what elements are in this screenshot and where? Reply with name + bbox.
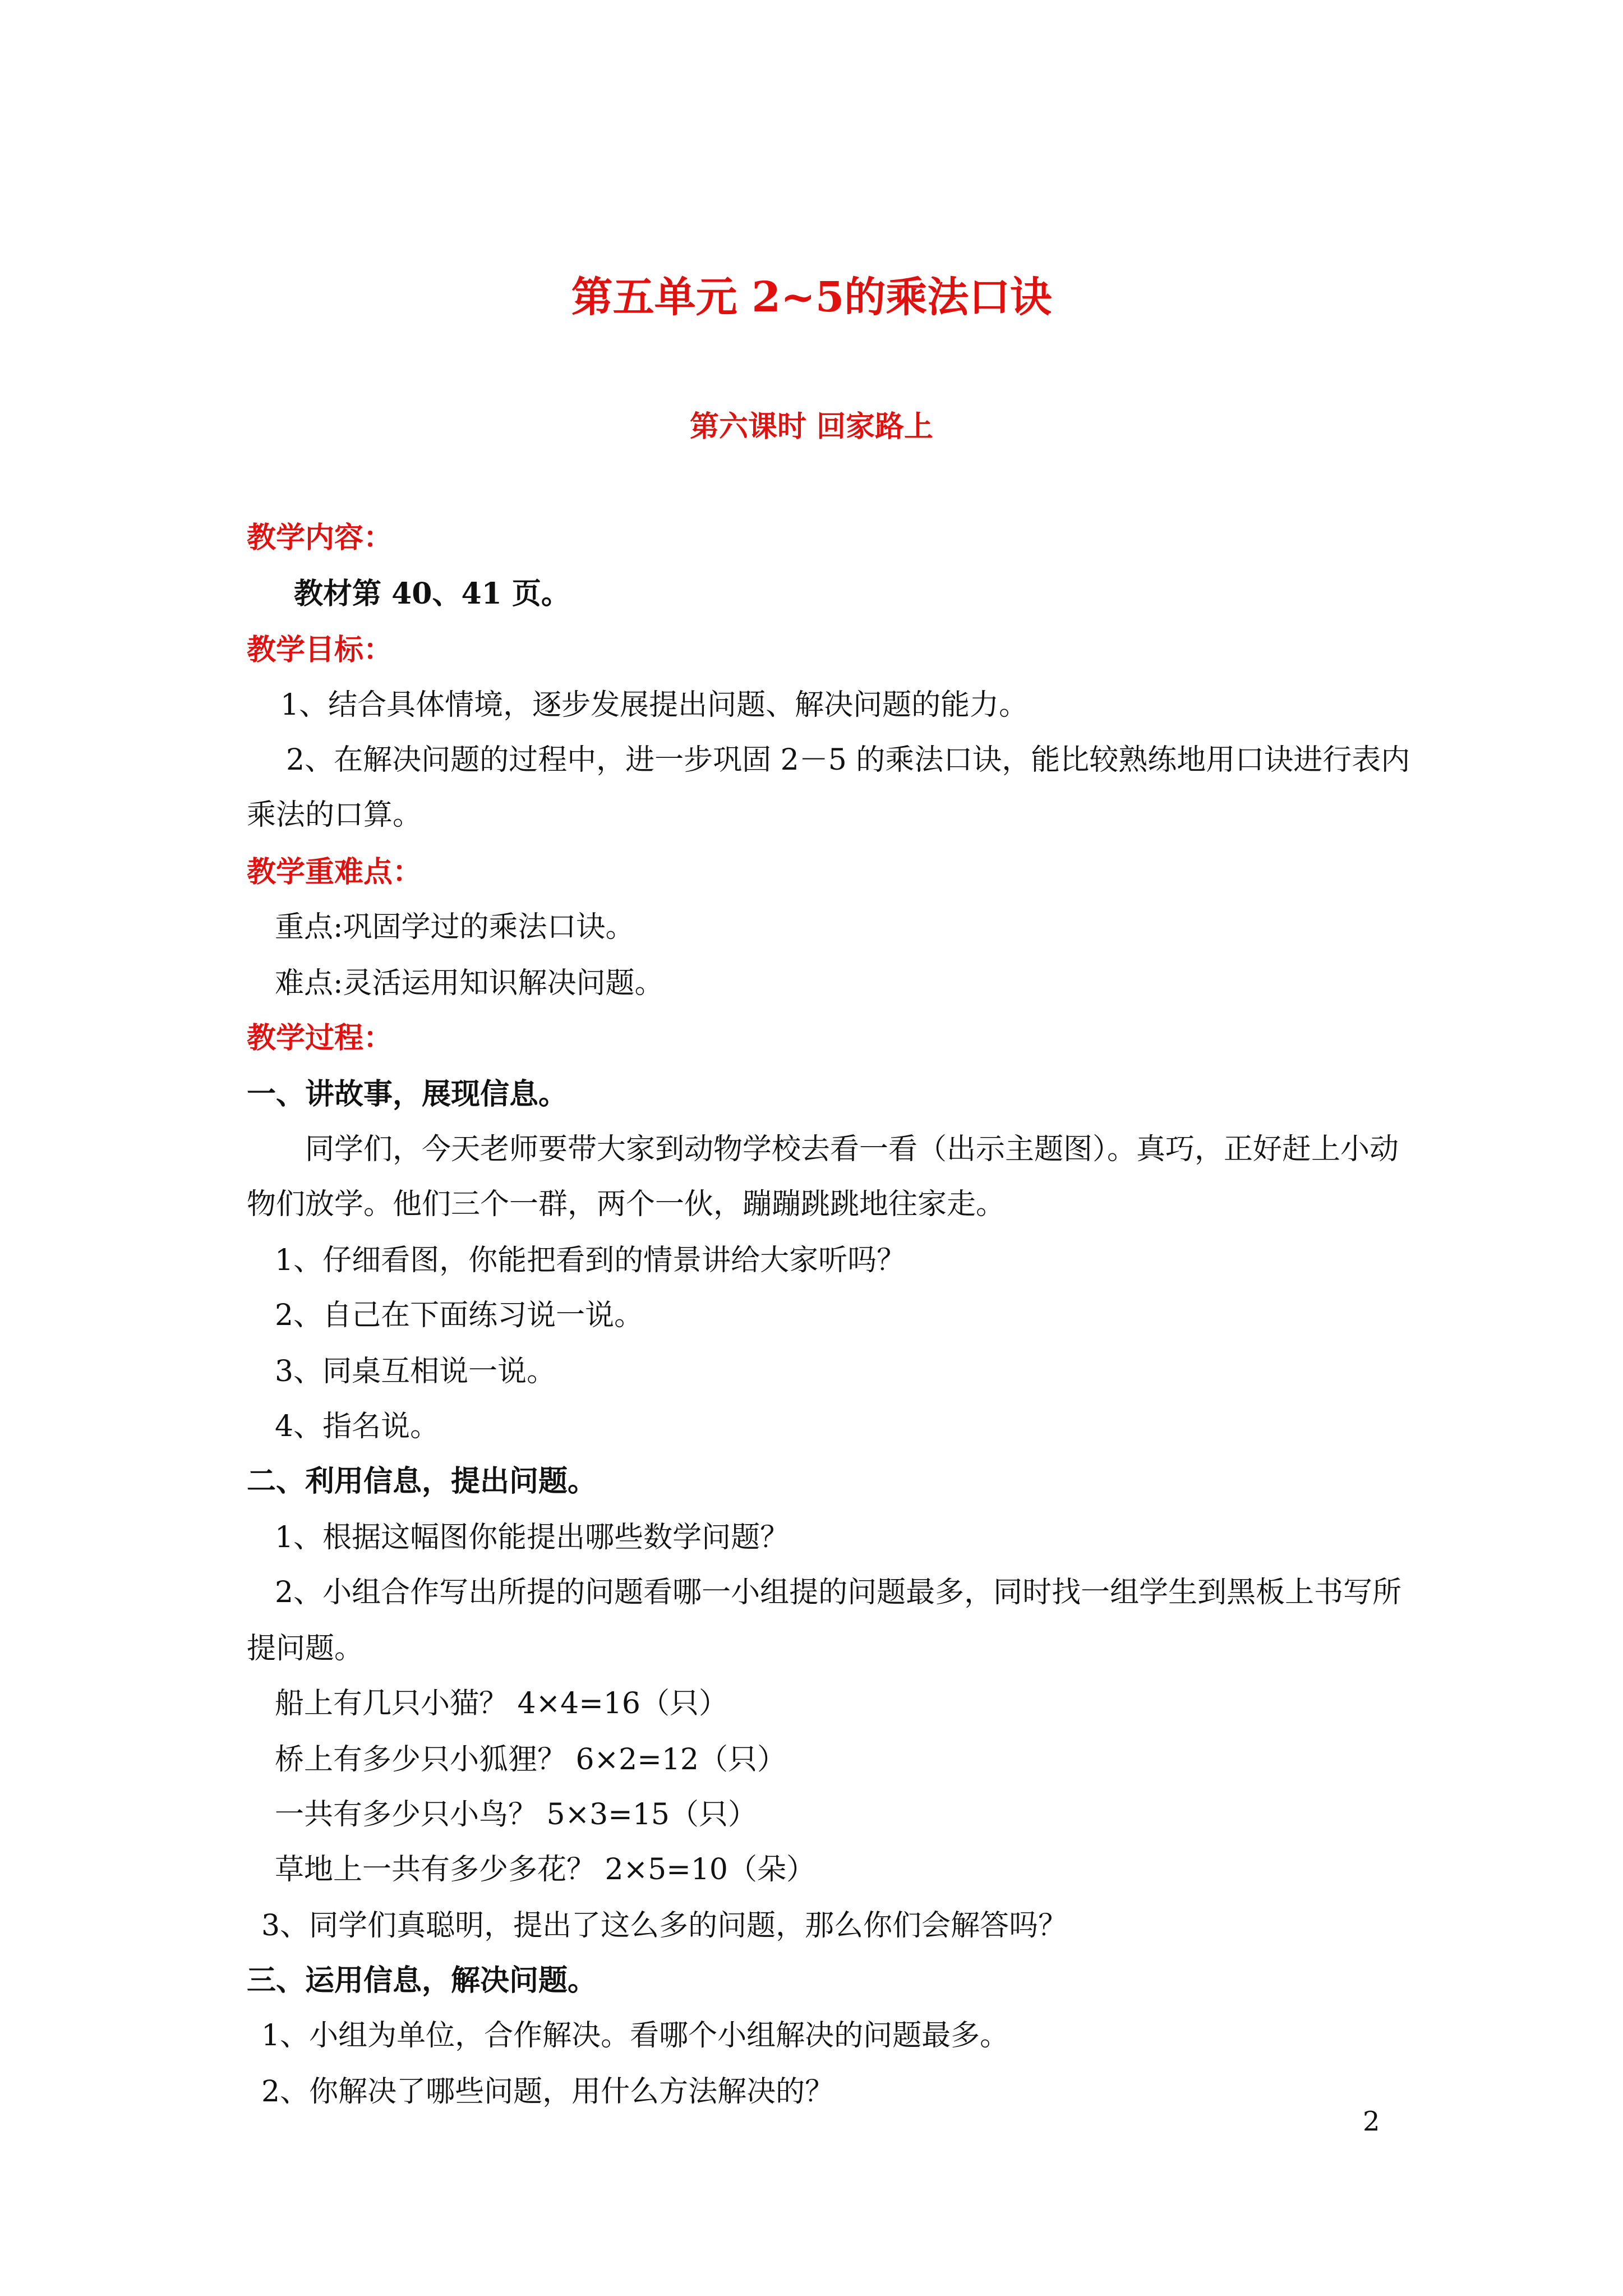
step-heading-3: 三、运用信息，解决问题。 xyxy=(247,1963,597,1998)
paragraph-line: 难点:灵活运用知识解决问题。 xyxy=(275,967,664,1000)
page-number: 2 xyxy=(1363,2106,1380,2137)
section-heading-key-points: 教学重难点： xyxy=(247,855,422,889)
question-line: 桥上有多少只小狐狸？ 6×2=12（只） xyxy=(275,1743,787,1777)
paragraph-line: 同学们，今天老师要带大家到动物学校去看一看（出示主题图）。真巧，正好赶上小动 xyxy=(305,1133,1399,1166)
paragraph-line: 2、小组合作写出所提的问题看哪一小组提的问题最多，同时找一组学生到黑板上书写所 xyxy=(275,1576,1402,1609)
lesson-subtitle: 第六课时 回家路上 xyxy=(689,409,934,444)
paragraph-line: 1、仔细看图，你能把看到的情景讲给大家听吗？ xyxy=(275,1244,906,1277)
document-title: 第五单元 2~5的乘法口诀 xyxy=(571,273,1052,321)
paragraph-line: 3、同桌互相说一说。 xyxy=(275,1355,556,1388)
question-line: 草地上一共有多少多花？ 2×5=10（朵） xyxy=(275,1853,816,1887)
paragraph-line: 2、在解决问题的过程中，进一步巩固 2－5 的乘法口诀，能比较熟练地用口诀进行表内 xyxy=(286,743,1410,777)
paragraph-line: 2、自己在下面练习说一说。 xyxy=(275,1299,644,1332)
paragraph-line: 重点:巩固学过的乘法口诀。 xyxy=(275,910,635,944)
paragraph-line: 1、结合具体情境，逐步发展提出问题、解决问题的能力。 xyxy=(280,688,1029,722)
question-line: 一共有多少只小鸟？ 5×3=15（只） xyxy=(275,1798,758,1832)
paragraph-line: 乘法的口算。 xyxy=(247,798,422,832)
section-heading-teaching-content: 教学内容： xyxy=(247,521,393,555)
paragraph-line: 物们放学。他们三个一群，两个一伙，蹦蹦跳跳地往家走。 xyxy=(247,1188,1006,1221)
step-heading-2: 二、利用信息，提出问题。 xyxy=(247,1464,597,1498)
paragraph-line: 1、根据这幅图你能提出哪些数学问题？ xyxy=(275,1521,790,1554)
paragraph-line: 教材第 40、41 页。 xyxy=(294,577,570,611)
section-heading-teaching-process: 教学过程： xyxy=(247,1021,393,1055)
paragraph-line: 1、小组为单位，合作解决。看哪个小组解决的问题最多。 xyxy=(261,2019,1009,2053)
paragraph-line: 提问题。 xyxy=(247,1632,364,1665)
question-line: 船上有几只小猫？ 4×4=16（只） xyxy=(275,1687,728,1720)
paragraph-line: 4、指名说。 xyxy=(275,1410,440,1443)
paragraph-line: 2、你解决了哪些问题，用什么方法解决的？ xyxy=(261,2075,834,2109)
section-heading-teaching-goals: 教学目标： xyxy=(247,633,393,667)
paragraph-line: 3、同学们真聪明，提出了这么多的问题，那么你们会解答吗？ xyxy=(261,1909,1068,1943)
step-heading-1: 一、讲故事，展现信息。 xyxy=(247,1077,568,1111)
